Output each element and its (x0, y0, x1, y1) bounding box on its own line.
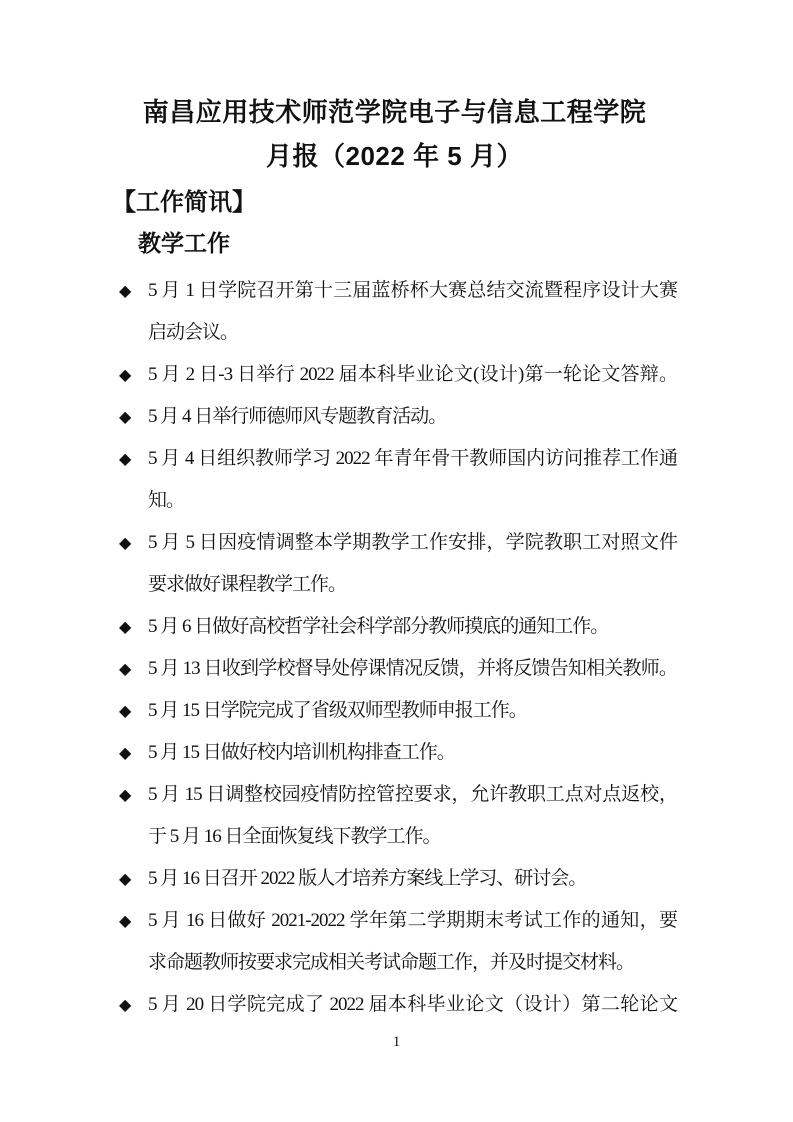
list-item-text: 5 月 15 日学院完成了省级双师型教师申报工作。 (148, 700, 527, 721)
diamond-bullet-icon: ◆ (119, 785, 132, 804)
list-item-body (148, 522, 677, 606)
diamond-bullet-icon: ◆ (119, 365, 132, 384)
list-item-text: 要求做好课程教学工作。 (148, 574, 347, 595)
document-title-line2: 月报（2022 年 5 月） (266, 141, 523, 171)
diamond-bullet-icon: ◆ (119, 743, 132, 762)
list-item (112, 648, 677, 690)
list-item-body (148, 774, 677, 858)
diamond-bullet-icon: ◆ (119, 281, 132, 300)
list-item (112, 396, 677, 438)
list-item-text: 5 月 16 日召开 2022 版人才培养方案线上学习、研讨会。 (148, 868, 587, 889)
list-item-body (148, 606, 677, 648)
list-item-text: 5 月 6 日做好高校哲学社会科学部分教师摸底的通知工作。 (148, 616, 609, 637)
list-item-text: 5 月 20 日学院完成了 2022 届本科毕业论文（设计）第二轮论文 (148, 994, 677, 1015)
list-item (112, 606, 677, 648)
list-item-text: 5 月 1 日学院召开第十三届蓝桥杯大赛总结交流暨程序设计大赛 (148, 280, 677, 301)
list-item-body (148, 732, 677, 774)
diamond-bullet-icon: ◆ (119, 449, 132, 468)
list-item (112, 900, 677, 984)
list-item-body (148, 648, 677, 690)
list-item-body (148, 690, 677, 732)
list-item (112, 690, 677, 732)
diamond-bullet-icon: ◆ (119, 617, 132, 636)
list-item (112, 522, 677, 606)
list-item (112, 984, 677, 1026)
diamond-bullet-icon: ◆ (119, 701, 132, 720)
list-item (112, 354, 677, 396)
list-item (112, 732, 677, 774)
list-item-body (148, 900, 677, 984)
list-item-text: 5 月 13 日收到学校督导处停课情况反馈，并将反馈告知相关教师。 (148, 658, 677, 679)
diamond-bullet-icon: ◆ (119, 995, 132, 1014)
list-item-text: 启动会议。 (148, 322, 239, 343)
list-item-text: 5 月 15 日调整校园疫情防控管控要求，允许教职工点对点返校， (148, 784, 677, 805)
list-item-text: 5 月 16 日做好 2021-2022 学年第二学期期末考试工作的通知，要 (148, 910, 677, 931)
list-item (112, 270, 677, 354)
list-item-body (148, 438, 677, 522)
list-item-text: 求命题教师按要求完成相关考试命题工作，并及时提交材料。 (148, 952, 635, 973)
diamond-bullet-icon: ◆ (119, 911, 132, 930)
document-title-line1: 南昌应用技术师范学院电子与信息工程学院 (142, 97, 647, 127)
list-item-text: 5 月 15 日做好校内培训机构排查工作。 (148, 742, 455, 763)
diamond-bullet-icon: ◆ (119, 533, 132, 552)
list-item-text: 5 月 5 日因疫情调整本学期教学工作安排，学院教职工对照文件 (148, 532, 677, 553)
list-item-body (148, 270, 677, 354)
section-heading-work-brief: 【工作简讯】 (112, 189, 256, 216)
list-item-text: 5 月 2 日-3 日举行 2022 届本科毕业论文(设计)第一轮论文答辩。 (148, 364, 677, 385)
list-item-text: 5 月 4 日组织教师学习 2022 年青年骨干教师国内访问推荐工作通 (148, 448, 677, 469)
diamond-bullet-icon: ◆ (119, 869, 132, 888)
list-item (112, 858, 677, 900)
diamond-bullet-icon: ◆ (119, 407, 132, 426)
list-item-text: 于 5 月 16 日全面恢复线下教学工作。 (148, 826, 441, 847)
list-item (112, 774, 677, 858)
diamond-bullet-icon: ◆ (119, 659, 132, 678)
list-item (112, 438, 677, 522)
list-item-body (148, 354, 677, 396)
list-item-text: 5 月 4 日举行师德师风专题教育活动。 (148, 406, 447, 427)
page-number: 1 (392, 1034, 401, 1050)
work-brief-list (112, 270, 677, 1026)
list-item-text: 知。 (148, 490, 185, 511)
subsection-heading-teaching-work: 教学工作 (138, 230, 230, 256)
list-item-body (148, 984, 677, 1026)
list-item-body (148, 396, 677, 438)
list-item-body (148, 858, 677, 900)
